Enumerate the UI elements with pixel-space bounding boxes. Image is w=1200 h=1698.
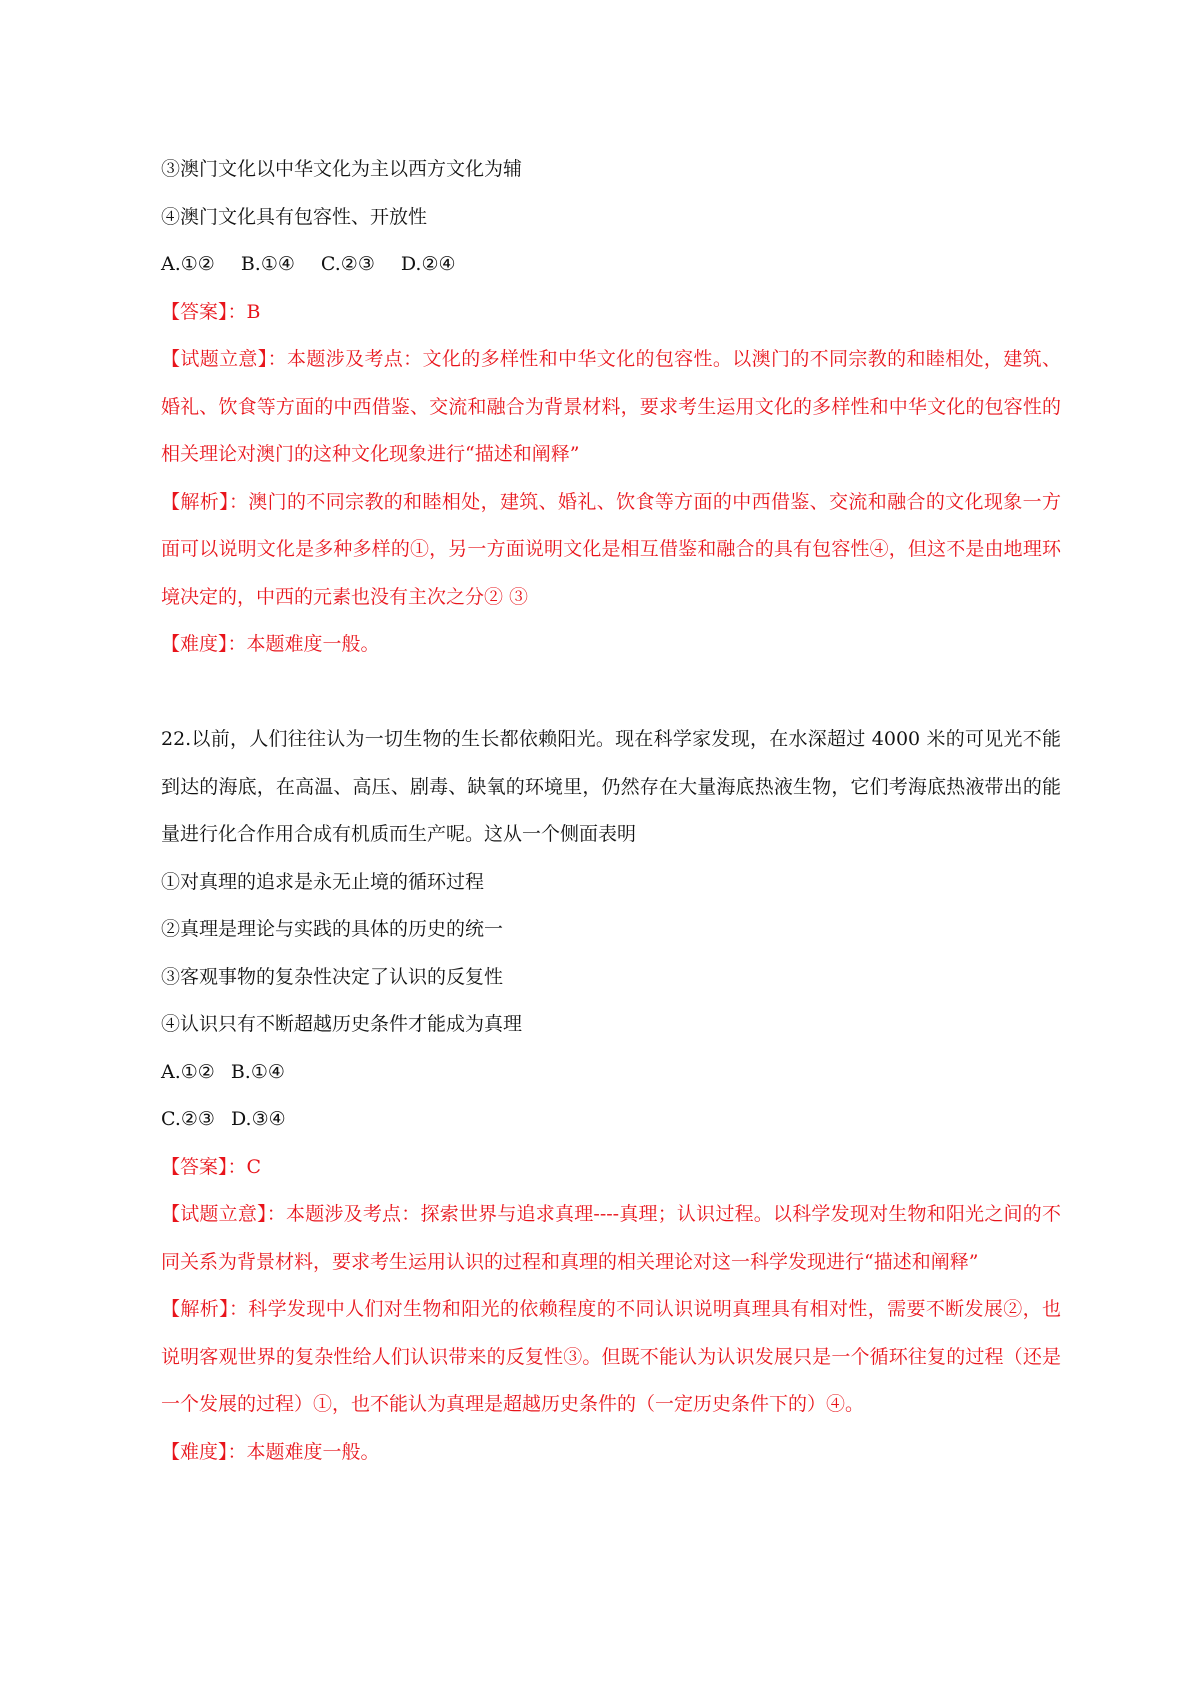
q21-analysis: [161, 479, 1061, 622]
intent-text: ：本题涉及考点：探索世界与追求真理----真理；认识过程。以科学发现对生物和阳光之间的不同关系为背景材料，要求考生运用认识的过程和真理的相关理论对这一科学发现进行“描述和阐释”: [161, 1203, 1061, 1273]
q22-choices-row-2: [161, 1096, 1061, 1144]
q22-choice-a: A.①②: [161, 1060, 215, 1083]
answer-text: ：B: [227, 300, 261, 323]
intent-label: 【试题立意】: [161, 348, 268, 370]
q21-intent: [161, 336, 1061, 479]
q21-answer: [161, 289, 1061, 337]
section-spacer: [161, 669, 1061, 717]
q21-choice-d: D.②④: [400, 253, 456, 275]
q22-analysis: [161, 1286, 1061, 1429]
q21-option-3: ③澳门文化以中华文化为主以西方文化为辅: [161, 158, 523, 180]
q22-choice-c: C.②③: [161, 1108, 215, 1130]
document-page: [161, 146, 1061, 1476]
answer-label: 【答案】: [161, 300, 228, 323]
answer-label: 【答案】: [161, 1155, 228, 1178]
q22-stem: 22.以前，人们往往认为一切生物的生长都依赖阳光。现在科学家发现，在水深超过 4000 米的可见光不能到达的海底，在高温、高压、剧毒、缺氧的环境里，仍然存在大量海底热液生物，它们考海底热液带出的能量进行化合作用合成有机质而生产呢。这从一个侧面表明: [161, 728, 1061, 845]
intent-text: ：本题涉及考点：文化的多样性和中华文化的包容性。以澳门的不同宗教的和睦相处，建筑、婚礼、饮食等方面的中西借鉴、交流和融合为背景材料，要求考生运用文化的多样性和中华文化的包容性的相关理论对澳门的这种文化现象进行“描述和阐释”: [161, 348, 1061, 465]
q21-choice-c: C.②③: [320, 253, 375, 275]
q22-option-1: ①对真理的追求是永无止境的循环过程: [161, 870, 485, 893]
q22-choices-row-1: [161, 1049, 1061, 1097]
q22-option-3: ③客观事物的复杂性决定了认识的反复性: [161, 965, 504, 988]
analysis-text: ：澳门的不同宗教的和睦相处，建筑、婚礼、饮食等方面的中西借鉴、交流和融合的文化现象一方面可以说明文化是多种多样的①，另一方面说明文化是相互借鉴和融合的具有包容性④，但这不是由地理环境决定的，中西的元素也没有主次之分② ③: [161, 490, 1061, 608]
q22-difficulty: [161, 1429, 1061, 1477]
difficulty-text: ：本题难度一般。: [227, 633, 380, 655]
analysis-label: 【解析】: [161, 1298, 229, 1320]
analysis-label: 【解析】: [161, 490, 229, 513]
q21-difficulty: [161, 621, 1061, 669]
intent-label: 【试题立意】: [161, 1203, 267, 1225]
q22-answer: [161, 1144, 1061, 1192]
q22-option-4: ④认识只有不断超越历史条件才能成为真理: [161, 1013, 523, 1035]
q22-option-2: ②真理是理论与实践的具体的历史的统一: [161, 918, 504, 940]
q21-option-4: ④澳门文化具有包容性、开放性: [161, 205, 428, 228]
q22-choice-d: D.③④: [230, 1108, 286, 1130]
difficulty-text: ：本题难度一般。: [227, 1440, 380, 1463]
q21-choice-a: A.①②: [161, 253, 215, 275]
difficulty-label: 【难度】: [161, 1440, 228, 1463]
answer-text: ：C: [227, 1155, 262, 1178]
q21-choice-b: B.①④: [240, 253, 295, 275]
analysis-text: ：科学发现中人们对生物和阳光的依赖程度的不同认识说明真理具有相对性，需要不断发展②，也说明客观世界的复杂性给人们认识带来的反复性③。但既不能认为认识发展只是一个循环往复的过程（还是一个发展的过程）①，也不能认为真理是超越历史条件的（一定历史条件下的）④。: [161, 1298, 1061, 1415]
q21-choices: [161, 241, 1061, 289]
q22-intent: [161, 1191, 1061, 1286]
q22-choice-b: B.①④: [230, 1060, 285, 1083]
difficulty-label: 【难度】: [161, 633, 228, 655]
